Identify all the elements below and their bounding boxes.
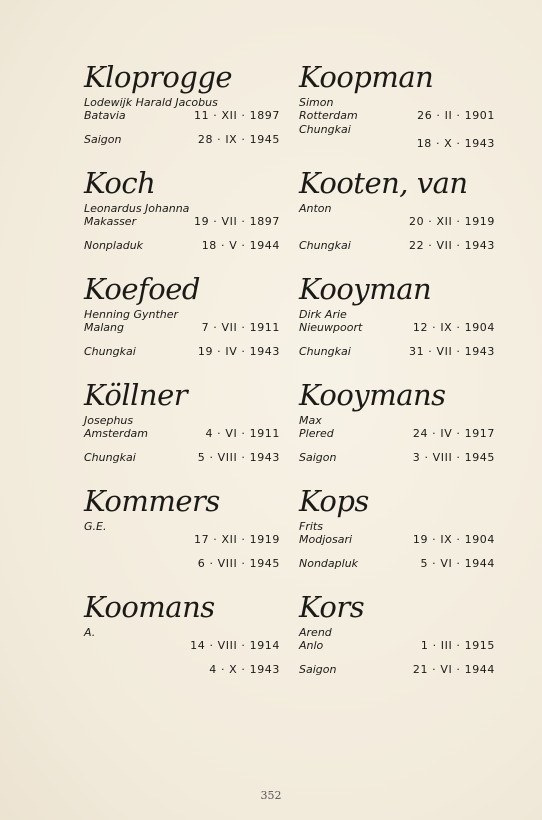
given-names: Dirk Arie [299, 308, 347, 321]
death-place: Nondapluk [299, 557, 359, 570]
birth-place: Anlo [299, 639, 324, 652]
death-line [299, 345, 495, 359]
surname: Kooymans [299, 378, 446, 412]
given-names: G.E. [84, 520, 107, 533]
birth-line [84, 639, 280, 653]
death-line [299, 663, 495, 677]
death-line [299, 557, 495, 571]
name-entry [84, 484, 280, 590]
death-line [84, 345, 280, 359]
birth-line [84, 533, 280, 547]
death-line [299, 137, 495, 151]
death-line [299, 239, 495, 253]
birth-date: 4 · VI · 1911 [205, 427, 280, 440]
surname: Koomans [84, 590, 215, 624]
given-names: Josephus [84, 414, 134, 427]
name-entry [299, 378, 495, 484]
birth-line [299, 639, 495, 653]
surname: Koch [84, 166, 156, 200]
birth-place: Modjosari [299, 533, 353, 546]
death-line [84, 451, 280, 465]
death-date: 18 · X · 1943 [416, 137, 495, 150]
birth-date: 19 · IX · 1904 [412, 533, 495, 546]
birth-place: Nieuwpoort [299, 321, 363, 334]
death-place: Chungkai [84, 345, 136, 358]
name-entry [299, 166, 495, 272]
death-place: Saigon [299, 663, 337, 676]
death-date: 28 · IX · 1945 [197, 133, 280, 146]
death-date: 19 · IV · 1943 [197, 345, 280, 358]
given-names: Max [299, 414, 322, 427]
birth-place: Amsterdam [84, 427, 149, 440]
death-date: 18 · V · 1944 [201, 239, 280, 252]
given-names: Lodewijk Harald Jacobus [84, 96, 218, 109]
death-date: 31 · VII · 1943 [409, 345, 495, 358]
birth-line [84, 427, 280, 441]
death-date: 3 · VIII · 1945 [412, 451, 495, 464]
surname: Kooten, van [299, 166, 468, 200]
surname: Kommers [84, 484, 220, 518]
right-column [299, 60, 495, 696]
birth-date: 1 · III · 1915 [420, 639, 495, 652]
birth-date: 17 · XII · 1919 [194, 533, 280, 546]
given-names: Anton [299, 202, 332, 215]
death-date: 21 · VI · 1944 [412, 663, 495, 676]
birth-date: 12 · IX · 1904 [412, 321, 495, 334]
birth-place: Makasser [84, 215, 137, 228]
surname: Kloprogge [84, 60, 233, 94]
given-names: Leonardus Johanna [84, 202, 190, 215]
birth-line [299, 109, 495, 123]
death-date: 5 · VIII · 1943 [197, 451, 280, 464]
birth-line [299, 533, 495, 547]
death-line [84, 557, 280, 571]
birth-line [84, 215, 280, 229]
death-date: 4 · X · 1943 [209, 663, 280, 676]
death-line [84, 133, 280, 147]
birth-place: Malang [84, 321, 124, 334]
birth-date: 14 · VIII · 1914 [190, 639, 280, 652]
page-number: 352 [260, 789, 282, 802]
death-place: Nonpladuk [84, 239, 144, 252]
name-entry [299, 590, 495, 696]
birth-place: Rotterdam [299, 109, 358, 122]
birth-date: 19 · VII · 1897 [194, 215, 280, 228]
death-line [84, 239, 280, 253]
death-line [84, 663, 280, 677]
death-line [299, 451, 495, 465]
surname: Koopman [299, 60, 434, 94]
birth-date: 11 · XII · 1897 [194, 109, 280, 122]
given-names: Henning Gynther [84, 308, 179, 321]
death-place: Saigon [299, 451, 337, 464]
name-entry [84, 60, 280, 166]
death-place: Chungkai [299, 345, 351, 358]
death-place: Saigon [84, 133, 122, 146]
name-entry [84, 166, 280, 272]
surname: Kors [299, 590, 365, 624]
surname: Kops [299, 484, 369, 518]
death-place: Chungkai [299, 239, 351, 252]
birth-date: 24 · IV · 1917 [412, 427, 495, 440]
death-date: 5 · VI · 1944 [420, 557, 495, 570]
name-entry [299, 484, 495, 590]
name-entry [299, 272, 495, 378]
given-names: A. [84, 626, 96, 639]
birth-date: 20 · XII · 1919 [409, 215, 495, 228]
surname: Köllner [84, 378, 188, 412]
death-place: Chungkai [84, 451, 136, 464]
surname: Koefoed [84, 272, 200, 306]
surname: Kooyman [299, 272, 432, 306]
name-entry [299, 60, 495, 166]
birth-line [84, 109, 280, 123]
birth-line [299, 321, 495, 335]
given-names: Arend [299, 626, 332, 639]
left-column [84, 60, 280, 696]
death-date: 22 · VII · 1943 [409, 239, 495, 252]
extra-place: Chungkai [299, 123, 351, 136]
birth-date: 7 · VII · 1911 [201, 321, 280, 334]
given-names: Simon [299, 96, 334, 109]
given-names: Frits [299, 520, 323, 533]
death-date: 6 · VIII · 1945 [197, 557, 280, 570]
birth-date: 26 · II · 1901 [417, 109, 495, 122]
birth-line [84, 321, 280, 335]
birth-line [299, 427, 495, 441]
birth-place: Plered [299, 427, 334, 440]
extra-place-line [299, 123, 495, 137]
name-entry [84, 272, 280, 378]
name-entry [84, 590, 280, 696]
birth-line [299, 215, 495, 229]
birth-place: Batavia [84, 109, 126, 122]
name-entry [84, 378, 280, 484]
